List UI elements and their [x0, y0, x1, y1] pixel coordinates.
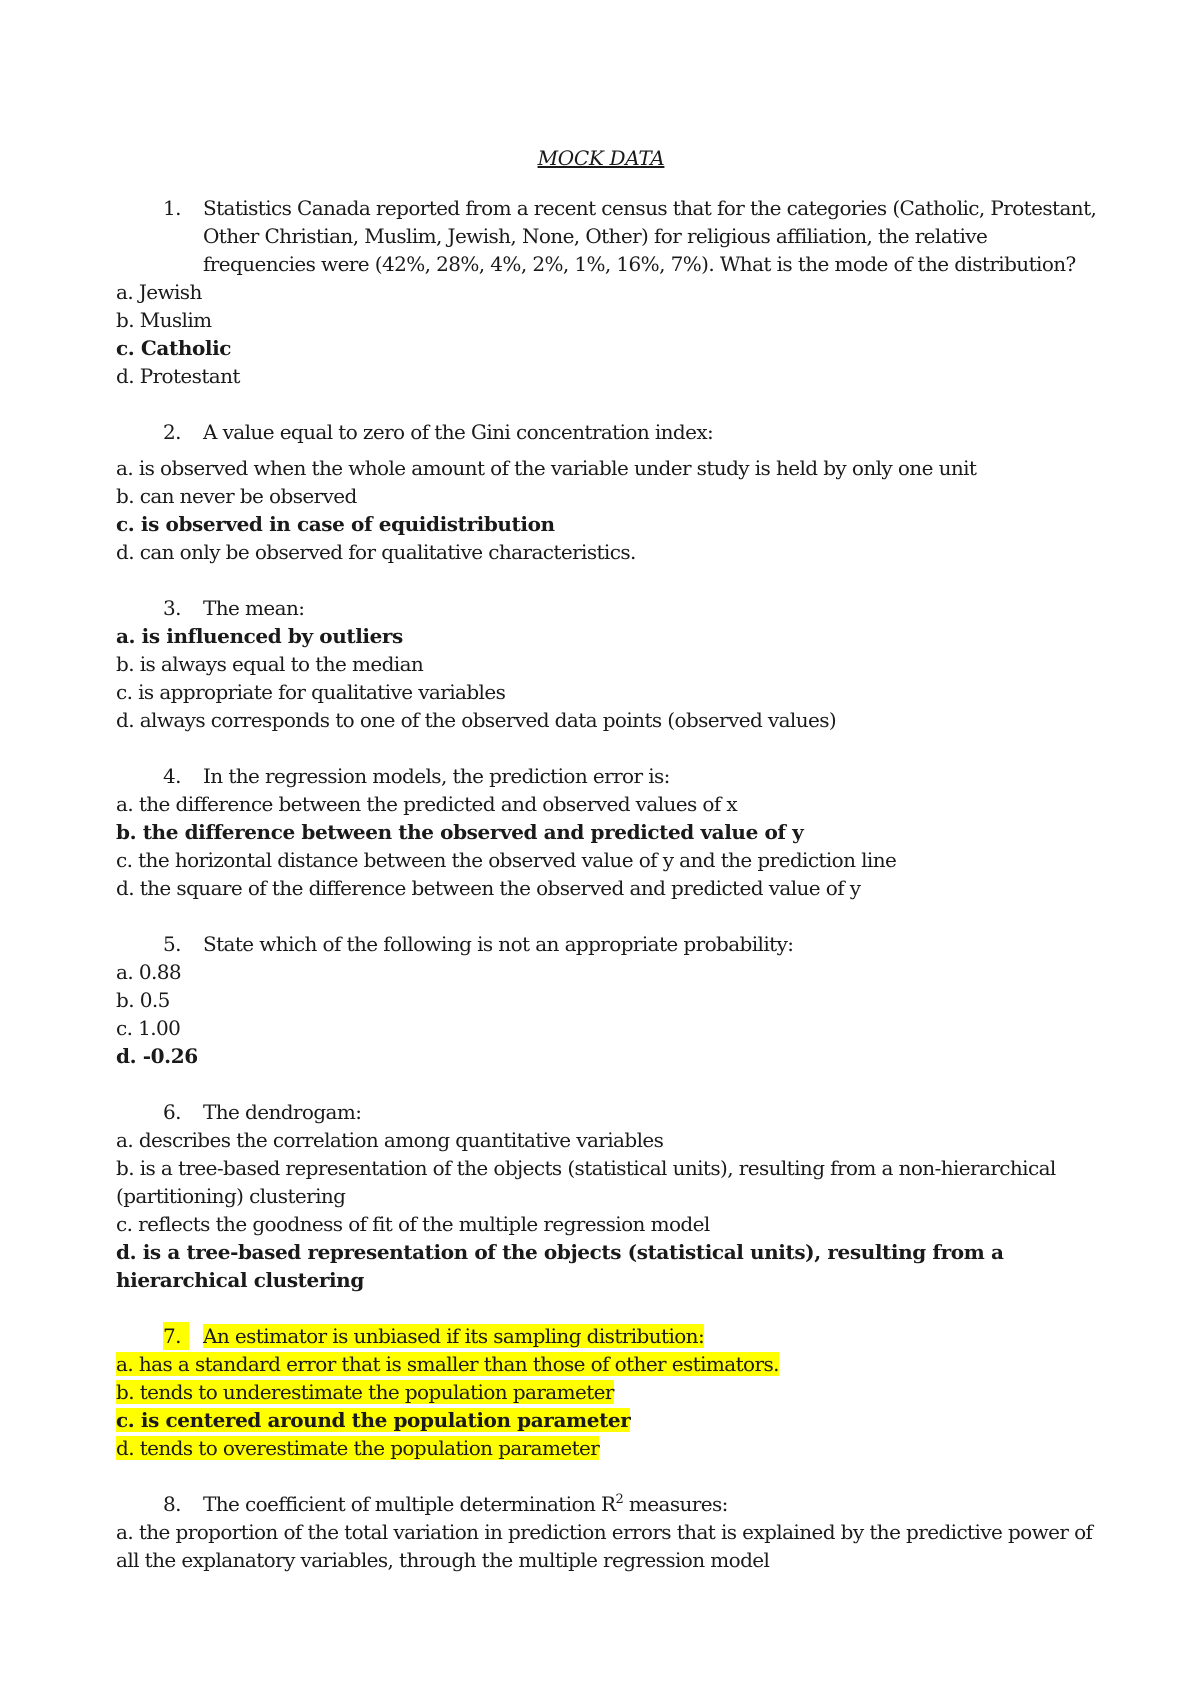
option-a: a. the difference between the predicted and observed values of x	[116, 792, 738, 816]
correct-option-c: c. is observed in case of equidistribution	[116, 512, 555, 536]
option-b: b. Muslim	[116, 308, 212, 332]
question-8	[116, 1490, 1106, 1518]
question-text: A value equal to zero of the Gini concentration index:	[203, 420, 714, 444]
question-3	[116, 594, 1106, 622]
question-1	[116, 194, 1106, 278]
option-a: a. 0.88	[116, 960, 181, 984]
question-number: 4.	[163, 764, 181, 788]
correct-option-d: d. is a tree-based representation of the objects (statistical units), resulting from a hierarchical clustering	[116, 1240, 1004, 1292]
question-text: Statistics Canada reported from a recent census that for the categories (Catholic, Protestant, Other Christian, Muslim, Jewish, None, Other) for religious affiliation, the relative frequencies were (42%, 28%, 4%, 2%, 1%, 16%, 7%). What is the mode of the distribution?	[203, 196, 1097, 276]
option-b: b. is a tree-based representation of the objects (statistical units), resulting from a non-hierarchical (partitioning) clustering	[116, 1156, 1056, 1208]
question-number: 2.	[163, 420, 181, 444]
option-a: a. describes the correlation among quantitative variables	[116, 1128, 664, 1152]
question-5	[116, 930, 1106, 958]
option-b: b. tends to underestimate the population parameter	[116, 1380, 614, 1404]
option-a: a. Jewish	[116, 280, 202, 304]
option-d: d. Protestant	[116, 364, 240, 388]
question-text: In the regression models, the prediction error is:	[203, 764, 670, 788]
question-text: The mean:	[203, 596, 305, 620]
question-number: 6.	[163, 1100, 181, 1124]
question-4	[116, 762, 1106, 790]
correct-option-d: d. -0.26	[116, 1044, 198, 1068]
option-a: a. the proportion of the total variation in prediction errors that is explained by the predictive power of all the explanatory variables, through the multiple regression model	[116, 1520, 1093, 1572]
question-number: 1.	[163, 196, 181, 220]
correct-option-c: c. Catholic	[116, 336, 232, 360]
option-c: c. is appropriate for qualitative variables	[116, 680, 506, 704]
page-title: MOCK DATA	[537, 146, 665, 170]
option-c: c. the horizontal distance between the observed value of y and the prediction line	[116, 848, 897, 872]
question-text: The coefficient of multiple determination $R^2$ measures:	[203, 1492, 728, 1516]
option-d: d. the square of the difference between the observed and predicted value of y	[116, 876, 861, 900]
question-text: State which of the following is not an appropriate probability:	[203, 932, 794, 956]
question-text: The dendrogam:	[203, 1100, 362, 1124]
question-number: 8.	[163, 1492, 181, 1516]
question-text: An estimator is unbiased if its sampling distribution:	[203, 1324, 705, 1348]
question-2	[116, 418, 1106, 446]
option-d: d. always corresponds to one of the observed data points (observed values)	[116, 708, 837, 732]
option-c: c. 1.00	[116, 1016, 181, 1040]
question-number: 7.	[163, 1322, 189, 1350]
question-6	[116, 1098, 1106, 1126]
option-c: c. reflects the goodness of fit of the multiple regression model	[116, 1212, 710, 1236]
question-list	[116, 194, 1106, 1574]
question-7	[116, 1322, 1106, 1350]
option-b: b. 0.5	[116, 988, 170, 1012]
correct-option-c: c. is centered around the population parameter	[116, 1408, 631, 1432]
question-number: 5.	[163, 932, 181, 956]
option-b: b. is always equal to the median	[116, 652, 424, 676]
option-d: d. tends to overestimate the population parameter	[116, 1436, 600, 1460]
correct-option-a: a. is influenced by outliers	[116, 624, 403, 648]
superscript: 2	[615, 1492, 624, 1507]
option-a: a. is observed when the whole amount of the variable under study is held by only one unit	[116, 456, 977, 480]
option-b: b. can never be observed	[116, 484, 357, 508]
question-number: 3.	[163, 596, 181, 620]
option-d: d. can only be observed for qualitative characteristics.	[116, 540, 636, 564]
option-a: a. has a standard error that is smaller than those of other estimators.	[116, 1352, 779, 1376]
correct-option-b: b. the difference between the observed and predicted value of y	[116, 820, 804, 844]
